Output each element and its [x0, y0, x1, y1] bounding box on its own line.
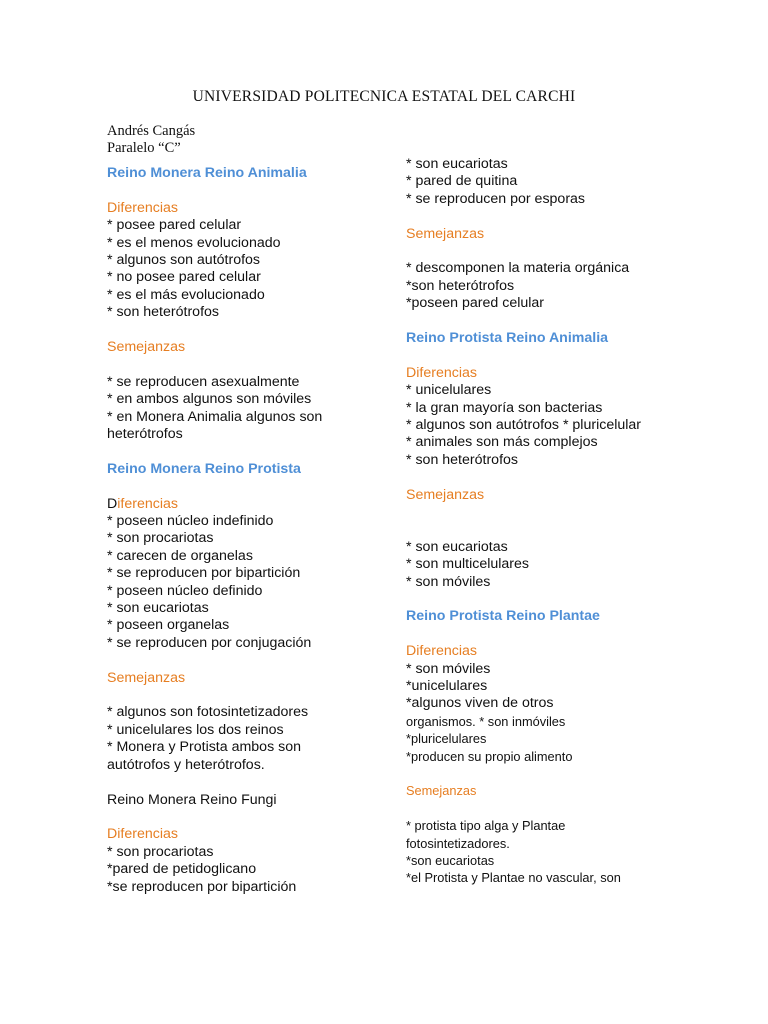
- list-item: * en ambos algunos son móviles: [107, 391, 312, 408]
- list-item: * la gran mayoría son bacterias: [406, 399, 603, 416]
- author-name: Andrés Cangás: [107, 123, 196, 139]
- section-heading: Reino Monera Reino Animalia: [107, 165, 307, 181]
- list-item: *algunos viven de otros: [406, 695, 554, 712]
- spacer: [107, 652, 397, 669]
- spacer: [406, 243, 696, 260]
- subsection-heading: Semejanzas: [107, 339, 186, 356]
- section-heading: Reino Monera Reino Protista: [107, 460, 301, 477]
- list-item: * son heterótrofos: [406, 451, 518, 468]
- list-item: * se reproducen por esporas: [406, 190, 586, 207]
- list-item: * algunos son autótrofos: [107, 252, 261, 269]
- spacer: [107, 443, 397, 460]
- spacer: [107, 156, 397, 165]
- list-item: *unicelulares: [406, 678, 488, 695]
- spacer: [406, 504, 696, 521]
- list-item: * se reproducen por bipartición: [107, 565, 301, 582]
- list-item: * unicelulares los dos reinos: [107, 721, 284, 738]
- subsection-heading: [107, 496, 397, 513]
- subsection-heading: Semejanzas: [107, 669, 186, 686]
- spacer: [406, 765, 696, 782]
- list-item: *son eucariotas: [406, 853, 495, 869]
- list-item: * algunos son fotosintetizadores: [107, 704, 309, 721]
- list-item: * Monera y Protista ambos son: [107, 739, 301, 756]
- list-item: * se reproducen asexualmente: [107, 373, 300, 390]
- list-item: *pluricelulares: [406, 731, 487, 747]
- list-item: * es el más evolucionado: [107, 286, 265, 303]
- list-item: * son heterótrofos: [107, 304, 219, 321]
- subsection-heading: Semejanzas: [406, 783, 477, 799]
- heading-initial: D: [107, 495, 118, 512]
- list-item: * posee pared celular: [107, 217, 242, 234]
- subsection-heading: Diferencias: [107, 826, 178, 843]
- list-item: * poseen núcleo indefinido: [107, 513, 274, 530]
- list-item: *se reproducen por bipartición: [107, 878, 297, 895]
- right-column: [406, 156, 696, 887]
- spacer: [406, 208, 696, 225]
- list-item: *son heterótrofos: [406, 277, 515, 294]
- list-item: * son procariotas: [107, 530, 214, 547]
- spacer: [406, 591, 696, 608]
- list-item: heterótrofos: [107, 426, 183, 443]
- list-item: * son eucariotas: [406, 538, 508, 555]
- list-item: Reino Monera Reino Fungi: [107, 791, 277, 808]
- list-item: *producen su propio alimento: [406, 748, 573, 764]
- spacer: [107, 356, 397, 373]
- subsection-heading: Diferencias: [406, 643, 477, 660]
- section-heading: Reino Protista Reino Plantae: [406, 608, 600, 625]
- list-item: * descomponen la materia orgánica: [406, 260, 630, 277]
- list-item: * en Monera Animalia algunos son: [107, 408, 323, 425]
- left-column: [107, 156, 397, 896]
- list-item: * carecen de organelas: [107, 547, 253, 564]
- subsection-heading: Diferencias: [406, 364, 477, 381]
- list-item: organismos. * son inmóviles: [406, 713, 566, 729]
- list-item: fotosintetizadores.: [406, 835, 510, 851]
- list-item: * algunos son autótrofos * pluricelular: [406, 417, 642, 434]
- spacer: [406, 521, 696, 538]
- list-item: *el Protista y Plantae no vascular, son: [406, 870, 621, 886]
- list-item: * es el menos evolucionado: [107, 234, 281, 251]
- list-item: * unicelulares: [406, 382, 492, 399]
- list-item: autótrofos y heterótrofos.: [107, 756, 265, 773]
- subsection-heading: Semejanzas: [406, 486, 485, 503]
- spacer: [406, 347, 696, 364]
- spacer: [107, 687, 397, 704]
- list-item: * son multicelulares: [406, 556, 530, 573]
- spacer: [107, 809, 397, 826]
- list-item: * poseen núcleo definido: [107, 582, 263, 599]
- list-item: * poseen organelas: [107, 617, 230, 634]
- list-item: * son móviles: [406, 573, 491, 590]
- spacer: [107, 774, 397, 791]
- subsection-heading: Diferencias: [107, 199, 178, 216]
- spacer: [107, 478, 397, 495]
- list-item: * no posee pared celular: [107, 269, 261, 286]
- author-block: [107, 123, 195, 157]
- spacer: [406, 313, 696, 330]
- list-item: * son eucariotas: [406, 156, 508, 172]
- section-heading: Reino Protista Reino Animalia: [406, 330, 609, 347]
- spacer: [107, 322, 397, 339]
- list-item: * son móviles: [406, 660, 491, 677]
- spacer: [406, 469, 696, 486]
- list-item: *poseen pared celular: [406, 295, 545, 312]
- list-item: * protista tipo alga y Plantae: [406, 818, 566, 834]
- list-item: *pared de petidoglicano: [107, 861, 257, 878]
- subsection-heading: Semejanzas: [406, 225, 485, 242]
- list-item: * animales son más complejos: [406, 434, 598, 451]
- page-title: UNIVERSIDAD POLITECNICA ESTATAL DEL CARCHI: [192, 88, 576, 105]
- heading-rest: iferencias: [117, 495, 178, 512]
- list-item: * son eucariotas: [107, 600, 209, 617]
- list-item: * son procariotas: [107, 843, 214, 860]
- paralelo-label: Paralelo “C”: [107, 140, 181, 156]
- list-item: * pared de quitina: [406, 173, 518, 190]
- spacer: [406, 626, 696, 643]
- list-item: * se reproducen por conjugación: [107, 634, 312, 651]
- spacer: [406, 800, 696, 817]
- spacer: [107, 182, 397, 199]
